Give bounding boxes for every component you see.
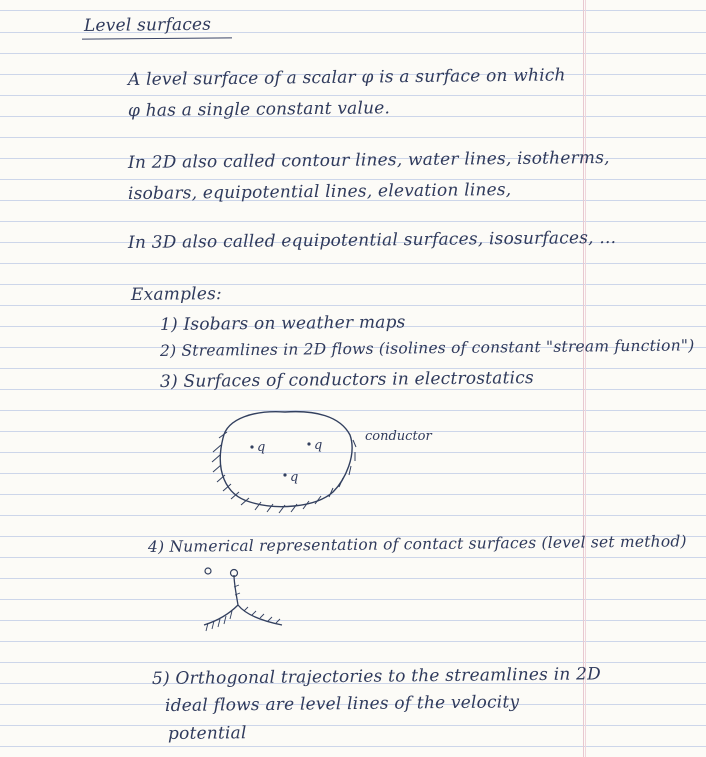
example-item-4: 4) Numerical representation of contact surfaces (level set method) <box>147 532 687 556</box>
example-item-5-line-3: potential <box>167 723 247 744</box>
page-title: Level surfaces <box>83 14 212 36</box>
example-item-2: 2) Streamlines in 2D flows (isolines of constant "stream function") <box>159 336 695 360</box>
title-underline <box>82 37 232 39</box>
example-item-5-line-2: ideal flows are level lines of the velocity <box>164 692 520 716</box>
charge-label: q <box>257 440 266 455</box>
two-d-line-1: In 2D also called contour lines, water lines, isotherms, <box>127 147 610 173</box>
charges <box>250 438 322 485</box>
hatch-marks <box>212 432 356 513</box>
margin-line <box>583 0 584 757</box>
conductor-outline <box>220 412 352 507</box>
margin-line-secondary <box>585 0 586 757</box>
level-set-sketch <box>200 565 300 649</box>
definition-line-1: A level surface of a scalar φ is a surface on which <box>127 65 566 90</box>
examples-heading: Examples: <box>130 284 222 305</box>
definition-line-2: φ has a single constant value. <box>127 98 391 121</box>
two-d-line-2: isobars, equipotential lines, elevation lines, <box>127 179 512 204</box>
example-item-3: 3) Surfaces of conductors in electrostatics <box>159 368 534 392</box>
example-item-5-line-1: 5) Orthogonal trajectories to the streamlines in 2D <box>151 664 601 689</box>
three-d-line: In 3D also called equipotential surfaces, isosurfaces, ... <box>127 227 617 253</box>
charge-label: q <box>314 438 323 453</box>
conductor-sketch <box>205 400 432 524</box>
conductor-label: conductor <box>365 429 432 444</box>
example-item-1: 1) Isobars on weather maps <box>159 312 406 335</box>
charge-label: q <box>290 470 299 485</box>
